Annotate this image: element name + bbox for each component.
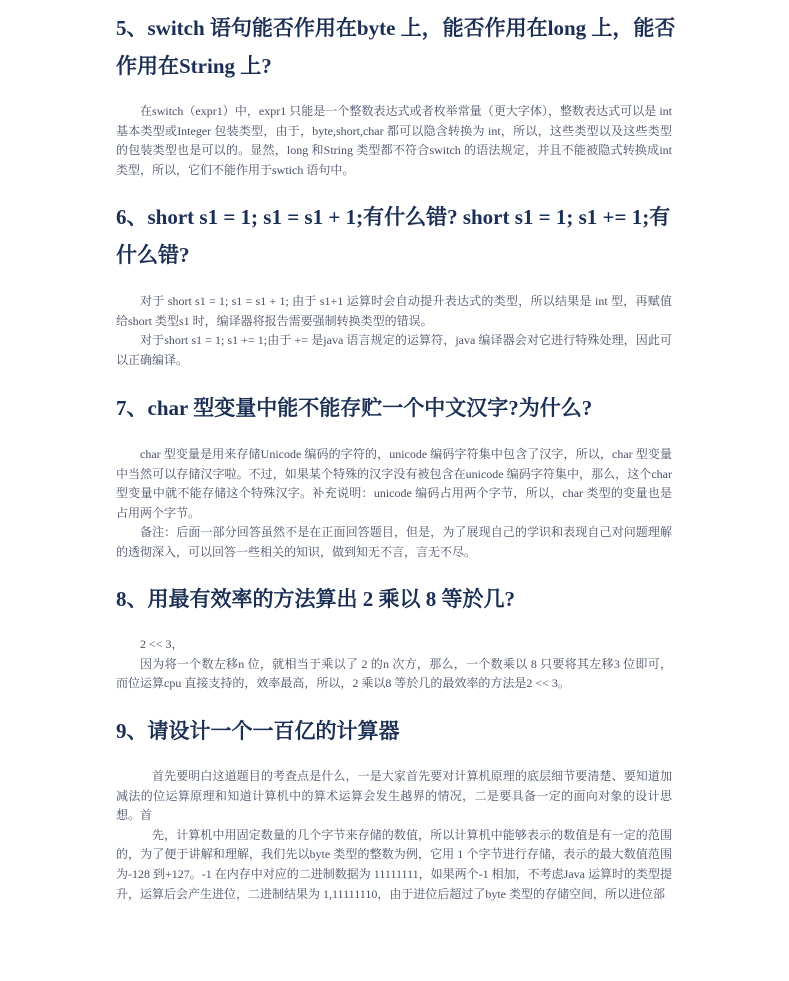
section-5-body [116, 102, 672, 180]
section-6-paragraph-2: 对于short s1 = 1; s1 += 1;由于 += 是java 语言规定的运算符，java 编译器会对它进行特殊处理，因此可以正确编译。 [116, 333, 672, 367]
section-7-paragraph-2: 备注：后面一部分回答虽然不是在正面回答题目，但是，为了展现自己的学识和表现自己对问题理解的透彻深入，可以回答一些相关的知识，做到知无不言，言无不尽。 [116, 525, 672, 559]
section-7-heading: 7、char 型变量中能不能存贮一个中文汉字?为什么? [116, 396, 593, 420]
section-7-body [116, 445, 672, 563]
section-9-heading: 9、请设计一个一百亿的计算器 [116, 719, 400, 743]
section-6-heading: 6、short s1 = 1; s1 = s1 + 1;有什么错? short s1 = 1; s1 += 1;有什么错? [116, 205, 671, 267]
section-8-paragraph-1: 2 << 3， [140, 637, 184, 651]
section-5-heading: 5、switch 语句能否作用在byte 上，能否作用在long 上，能否作用在String 上? [116, 16, 676, 78]
section-8-body [116, 635, 672, 694]
section-8-heading: 8、用最有效率的方法算出 2 乘以 8 等於几? [116, 587, 515, 611]
section-9-body [116, 767, 672, 904]
section-8-paragraph-2: 因为将一个数左移n 位，就相当于乘以了 2 的n 次方，那么，一个数乘以 8 只要将其左移3 位即可， 而位运算cpu 直接支持的，效率最高，所以，2 乘以8 等於几的最效率的方法是2 << 3。 [116, 656, 672, 691]
section-6-paragraph-1: 对于 short s1 = 1; s1 = s1 + 1; 由于 s1+1 运算时会自动提升表达式的类型，所以结果是 int 型，再赋值给short 类型s1 时，编译器将报告需要强制转换类型的错误。 [116, 294, 672, 328]
section-7-paragraph-1: char 型变量是用来存储Unicode 编码的字符的，unicode 编码字符集中包含了汉字，所以，char 型变量中当然可以存储汉字啦。不过，如果某个特殊的汉字没有被包含在unicode 编码字符集中，那么，这个char 型变量中就不能存储这个特殊汉字。补充说明：unicode 编码占用两个字节，所以，char 类型的变量也是占用两个字节。 [116, 447, 672, 520]
section-9-paragraph-2: 先，计算机中用固定数量的几个字节来存储的数值，所以计算机中能够表示的数值是有一定的范围的，为了便于讲解和理解，我们先以byte 类型的整数为例，它用 1 个字节进行存储，表示的最大数值范围为-128 到+127。-1 在内存中对应的二进制数据为 11111111，如果两个-1 相加，不考虑Java 运算时的类型提升，运算后会产生进位，二进制结果为 1,11111110，由于进位后超过了byte 类型的存储空间，所以进位部 [116, 827, 672, 901]
section-6-body [116, 292, 672, 370]
section-9-paragraph-1: 首先要明白这道题目的考查点是什么，一是大家首先要对计算机原理的底层细节要清楚、要知道加减法的位运算原理和知道计算机中的算术运算会发生越界的情况，二是要具备一定的面向对象的设计思想。首 [116, 769, 672, 823]
section-5-paragraph-1: 在switch（expr1）中，expr1 只能是一个整数表达式或者枚举常量（更大字体），整数表达式可以是 int 基本类型或Integer 包装类型，由于，byte,short,char 都可以隐含转换为 int，所以，这些类型以及这些类型的包装类型也是可以的。显然，long 和String 类型都不符合switch 的语法规定，并且不能被隐式转换成int 类型，所以，它们不能作用于swtich 语句中。 [116, 104, 672, 177]
